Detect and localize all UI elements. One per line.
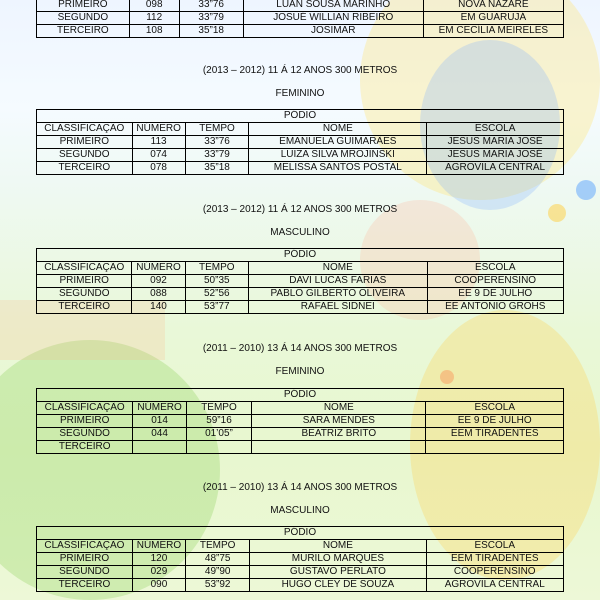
name-cell: SARA MENDES bbox=[252, 415, 426, 428]
results-table bbox=[36, 526, 564, 592]
time-cell: 49”90 bbox=[186, 566, 250, 579]
name-cell: BEATRIZ BRITO bbox=[252, 428, 426, 441]
table-row bbox=[37, 162, 564, 175]
results-table bbox=[36, 109, 564, 175]
place-cell: SEGUNDO bbox=[37, 12, 130, 25]
number-cell: 092 bbox=[132, 275, 185, 288]
school-cell: EM CECÍLIA MEIRELES bbox=[423, 25, 563, 38]
name-cell: RAFAEL SIDNEI bbox=[249, 301, 428, 314]
school-cell: EEM TIRADENTES bbox=[426, 553, 564, 566]
table-header-row bbox=[37, 262, 564, 275]
header-cell: ESCOLA bbox=[427, 123, 564, 136]
school-cell: EE ANTONIO GROHS bbox=[427, 301, 563, 314]
table-row bbox=[37, 553, 564, 566]
time-cell bbox=[186, 441, 251, 454]
table-header-row bbox=[37, 402, 564, 415]
name-cell: LUIZA SILVA MROJINSKI bbox=[249, 149, 427, 162]
header-cell: NÚMERO bbox=[133, 402, 186, 415]
place-cell: SEGUNDO bbox=[37, 428, 133, 441]
number-cell bbox=[133, 441, 186, 454]
school-cell: JESUS MARIA JOSÉ bbox=[427, 136, 564, 149]
time-cell: 33”79 bbox=[179, 12, 243, 25]
place-cell: PRIMEIRO bbox=[37, 0, 130, 12]
event-heading: (2013 – 2012) 11 Á 12 ANOS 300 METROS bbox=[202, 65, 398, 76]
name-cell: PABLO GILBERTO OLIVEIRA bbox=[249, 288, 428, 301]
table-row bbox=[37, 566, 564, 579]
place-cell: TERCEIRO bbox=[37, 25, 130, 38]
header-cell: NOME bbox=[250, 540, 426, 553]
number-cell: 140 bbox=[132, 301, 185, 314]
number-cell: 088 bbox=[132, 288, 185, 301]
time-cell: 35”18 bbox=[185, 162, 249, 175]
place-cell: SEGUNDO bbox=[37, 566, 133, 579]
school-cell: EM GUARUJÁ bbox=[423, 12, 563, 25]
name-cell: MURILO MARQUES bbox=[250, 553, 426, 566]
school-cell: COOPERENSINO bbox=[427, 275, 563, 288]
gender-heading: FEMININO bbox=[275, 366, 325, 377]
header-cell: NOME bbox=[249, 262, 428, 275]
header-cell: CLASSIFICAÇÃO bbox=[37, 123, 133, 136]
header-cell: CLASSIFICAÇÃO bbox=[37, 540, 133, 553]
header-cell: NOME bbox=[249, 123, 427, 136]
time-cell: 48”75 bbox=[186, 553, 250, 566]
gender-heading: MASCULINO bbox=[270, 227, 330, 238]
header-cell: TEMPO bbox=[185, 123, 249, 136]
event-heading: (2011 – 2010) 13 Á 14 ANOS 300 METROS bbox=[202, 482, 398, 493]
podio-title: PÓDIO bbox=[37, 110, 564, 123]
school-cell bbox=[426, 441, 564, 454]
school-cell: JESUS MARIA JOSÉ bbox=[427, 149, 564, 162]
place-cell: PRIMEIRO bbox=[37, 553, 133, 566]
podio-title: PÓDIO bbox=[37, 249, 564, 262]
table-row bbox=[37, 441, 564, 454]
gender-heading: FEMININO bbox=[275, 88, 325, 99]
place-cell: SEGUNDO bbox=[37, 149, 133, 162]
place-cell: PRIMEIRO bbox=[37, 136, 133, 149]
event-heading: (2011 – 2010) 13 Á 14 ANOS 300 METROS bbox=[202, 343, 398, 354]
event-heading: (2013 – 2012) 11 Á 12 ANOS 300 METROS bbox=[202, 204, 398, 215]
place-cell: TERCEIRO bbox=[37, 301, 132, 314]
name-cell: JOSIMAR bbox=[243, 25, 423, 38]
time-cell: 52”56 bbox=[185, 288, 248, 301]
name-cell bbox=[252, 441, 426, 454]
table-row bbox=[37, 136, 564, 149]
name-cell: HUGO CLEY DE SOUZA bbox=[250, 579, 426, 592]
number-cell: 098 bbox=[129, 0, 179, 12]
time-cell: 33”76 bbox=[185, 136, 249, 149]
time-cell: 01’05” bbox=[186, 428, 251, 441]
podio-title: PÓDIO bbox=[37, 389, 564, 402]
place-cell: TERCEIRO bbox=[37, 441, 133, 454]
results-table-top bbox=[36, 0, 564, 38]
place-cell: PRIMEIRO bbox=[37, 275, 132, 288]
header-cell: NÚMERO bbox=[132, 262, 185, 275]
header-cell: NÚMERO bbox=[132, 540, 185, 553]
results-table bbox=[36, 388, 564, 454]
number-cell: 112 bbox=[129, 12, 179, 25]
school-cell: COOPERENSINO bbox=[426, 566, 564, 579]
table-row bbox=[37, 25, 564, 38]
time-cell: 53”92 bbox=[186, 579, 250, 592]
number-cell: 090 bbox=[132, 579, 185, 592]
number-cell: 078 bbox=[132, 162, 185, 175]
number-cell: 113 bbox=[132, 136, 185, 149]
name-cell: MELISSA SANTOS POSTAL bbox=[249, 162, 427, 175]
school-cell: AGROVILA CENTRAL bbox=[426, 579, 564, 592]
time-cell: 33”76 bbox=[179, 0, 243, 12]
header-cell: ESCOLA bbox=[426, 540, 564, 553]
name-cell: JOSUÉ WILLIAN RIBEIRO bbox=[243, 12, 423, 25]
gender-heading: MASCULINO bbox=[270, 505, 330, 516]
name-cell: DAVI LUCAS FARIAS bbox=[249, 275, 428, 288]
table-row bbox=[37, 0, 564, 12]
table-header-row bbox=[37, 123, 564, 136]
table-header-row bbox=[37, 540, 564, 553]
number-cell: 108 bbox=[129, 25, 179, 38]
time-cell: 33”79 bbox=[185, 149, 249, 162]
school-cell: EE 9 DE JULHO bbox=[427, 288, 563, 301]
header-cell: ESCOLA bbox=[426, 402, 564, 415]
place-cell: TERCEIRO bbox=[37, 579, 133, 592]
number-cell: 074 bbox=[132, 149, 185, 162]
header-cell: CLASSIFICAÇÃO bbox=[37, 402, 133, 415]
table-row bbox=[37, 149, 564, 162]
name-cell: EMANUELA GUIMARÃES bbox=[249, 136, 427, 149]
header-cell: NOME bbox=[252, 402, 426, 415]
header-cell: CLASSIFICAÇÃO bbox=[37, 262, 132, 275]
header-cell: TEMPO bbox=[186, 402, 251, 415]
school-cell: NOVA NAZARÉ bbox=[423, 0, 563, 12]
time-cell: 59”16 bbox=[186, 415, 251, 428]
table-row bbox=[37, 428, 564, 441]
header-cell: NÚMERO bbox=[132, 123, 185, 136]
table-row bbox=[37, 579, 564, 592]
table-row bbox=[37, 288, 564, 301]
number-cell: 029 bbox=[132, 566, 185, 579]
time-cell: 50”35 bbox=[185, 275, 248, 288]
number-cell: 120 bbox=[132, 553, 185, 566]
header-cell: TEMPO bbox=[185, 262, 248, 275]
table-row bbox=[37, 12, 564, 25]
school-cell: AGROVILA CENTRAL bbox=[427, 162, 564, 175]
table-row bbox=[37, 275, 564, 288]
time-cell: 53”77 bbox=[185, 301, 248, 314]
podio-title: PÓDIO bbox=[37, 527, 564, 540]
table-row bbox=[37, 301, 564, 314]
table-row bbox=[37, 415, 564, 428]
header-cell: ESCOLA bbox=[427, 262, 563, 275]
school-cell: EEM TIRADENTES bbox=[426, 428, 564, 441]
name-cell: LUAN SOUSA MARINHO bbox=[243, 0, 423, 12]
header-cell: TEMPO bbox=[186, 540, 250, 553]
number-cell: 044 bbox=[133, 428, 186, 441]
place-cell: PRIMEIRO bbox=[37, 415, 133, 428]
school-cell: EE 9 DE JULHO bbox=[426, 415, 564, 428]
number-cell: 014 bbox=[133, 415, 186, 428]
place-cell: SEGUNDO bbox=[37, 288, 132, 301]
results-table bbox=[36, 248, 564, 314]
time-cell: 35”18 bbox=[179, 25, 243, 38]
name-cell: GUSTAVO PERLATO bbox=[250, 566, 426, 579]
place-cell: TERCEIRO bbox=[37, 162, 133, 175]
